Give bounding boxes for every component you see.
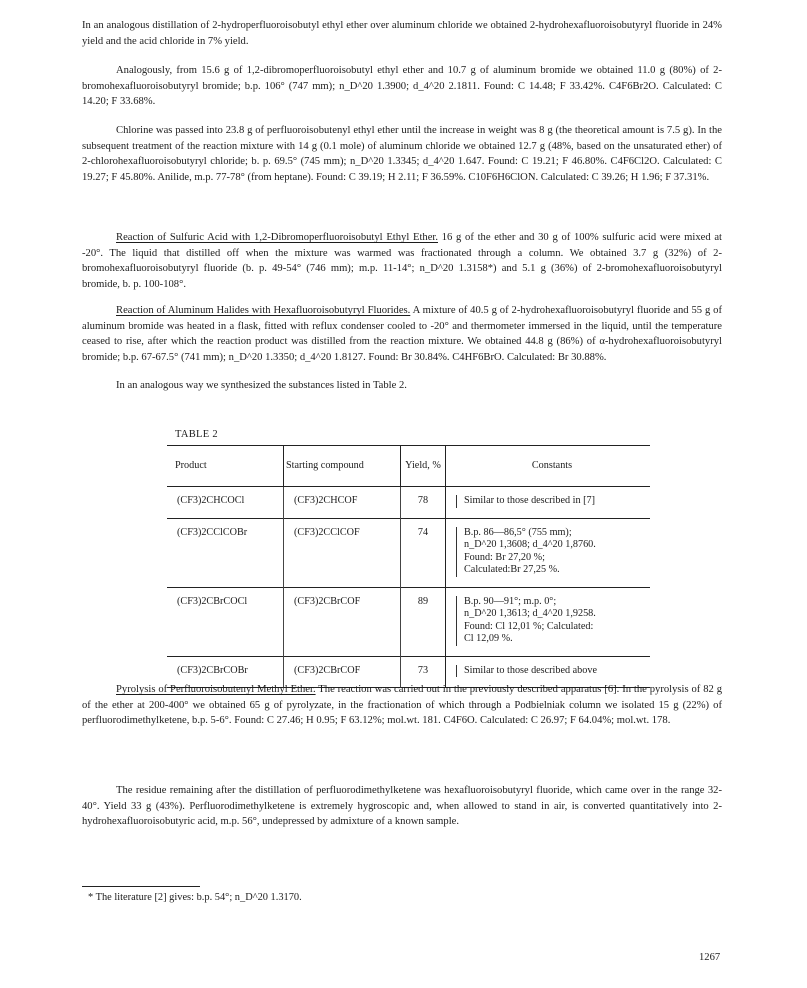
product-cell: (CF3)2CBrCOBr	[167, 656, 284, 688]
paragraph-sulfuric-acid	[82, 230, 722, 292]
starting-compound-cell: (CF3)2CBrCOF	[284, 656, 401, 688]
table-2	[167, 445, 650, 688]
product-cell: (CF3)2CBrCOCl	[167, 587, 284, 656]
constants-line: Cl 12,09 %.	[464, 633, 513, 644]
table-caption: TABLE 2	[175, 429, 218, 440]
table-header-row	[167, 446, 650, 487]
constants-line: B.p. 86—86,5° (755 mm);	[464, 526, 572, 538]
paragraph-text: In an analogous distillation of 2-hydroperfluoroisobutyl ethyl ether over aluminum chloride we obtained 2-hydrohexafluoroisobutyryl fluoride in 24% yield and the acid chloride in 7% yield.	[82, 20, 722, 47]
yield-cell: 73	[401, 656, 446, 688]
yield-cell: 74	[401, 518, 446, 587]
paragraph-hydro-distillation	[82, 18, 722, 49]
starting-compound-cell: (CF3)2CBrCOF	[284, 587, 401, 656]
paragraph-chlorination	[82, 123, 722, 185]
product-cell: (CF3)2CClCOBr	[167, 518, 284, 587]
starting-compound-cell: (CF3)2CHCOF	[284, 487, 401, 519]
paragraph-text: In an analogous way we synthesized the substances listed in Table 2.	[116, 380, 407, 391]
constants-line: Found: Cl 12,01 %; Calculated:	[464, 620, 594, 632]
column-header-yield: Yield, %	[401, 446, 446, 487]
table-row	[167, 487, 650, 519]
paragraph-text: Analogously, from 15.6 g of 1,2-dibromoperfluoroisobutyl ethyl ether and 10.7 g of aluminum bromide we obtained 11.0 g (80%) of 2-bromohexafluoroisobutyryl bromide; b.p. 106° (747 mm); n_D^20 1.3900; d_4^20 2.1811. Found: C 14.48; F 33.42%. C4F6Br2O. Calculated: C 14.20; F 33.68%.	[82, 65, 722, 108]
footnote: * The literature [2] gives: b.p. 54°; n_D^20 1.3170.	[88, 892, 302, 903]
paragraph-text: Reaction of Sulfuric Acid with 1,2-Dibromoperfluoroisobutyl Ethyl Ether. 16 g of the ether and 30 g of 100% sulfuric acid were mixed at -20°. The liquid that distilled off when the mixture was warmed was fractionated through a column. We obtained 3.7 g (32%) of 2-bromohexafluoroisobutyryl fluoride (b. p. 49-54° (746 mm); m.p. 11-14°; n_D^20 1.3158*) and 5.1 g (36%) of 2-bromohexafluoroisobutyryl bromide, b. p. 100-108°.	[82, 232, 722, 290]
paragraph-text: The residue remaining after the distillation of perfluorodimethylketene was hexafluoroisobutyryl fluoride, which came over in the range 32-40°. Yield 33 g (43%). Perfluorodimethylketene is extremely hygroscopic and, when allowed to stand in air, is converted quantitatively into 2-hydrohexafluoroisobutyric acid, m.p. 56°, undepressed by admixture of a known sample.	[82, 785, 722, 828]
yield-cell: 78	[401, 487, 446, 519]
paragraph-dibromo-bromide	[82, 63, 722, 110]
constants-line: n_D^20 1,3613; d_4^20 1,9258.	[464, 608, 596, 619]
constants-line: n_D^20 1,3608; d_4^20 1,8760.	[464, 539, 596, 550]
paragraph-aluminum-halides	[82, 303, 722, 365]
table-row	[167, 587, 650, 656]
constants-line: Similar to those described in [7]	[464, 495, 595, 506]
footnote-divider	[82, 886, 200, 887]
paragraph-residue	[82, 783, 722, 830]
constants-cell	[446, 518, 651, 587]
yield-cell: 89	[401, 587, 446, 656]
column-header-constants: Constants	[446, 446, 651, 487]
column-header-product: Product	[167, 446, 284, 487]
constants-cell	[446, 587, 651, 656]
constants-cell	[446, 487, 651, 519]
constants-line: Similar to those described above	[464, 664, 597, 676]
data-table	[167, 445, 650, 688]
column-header-starting-compound: Starting compound	[284, 446, 401, 487]
paragraph-text: Pyrolysis of Perfluoroisobutenyl Methyl Ether. The reaction was carried out in the previously described apparatus [6]. In the pyrolysis of 82 g of the ether at 200-400° we obtained 65 g of pyrolyzate, in the fractionation of which through a Podbielniak column we isolated 15 g (22%) of perfluorodimethylketene, b.p. 5-6°. Found: C 27.46; H 0.95; F 63.12%; mol.wt. 181. C4F6O. Calculated: C 26.97; F 64.04%; mol.wt. 178.	[82, 684, 722, 727]
paragraph-text: Reaction of Aluminum Halides with Hexafluoroisobutyryl Fluorides. A mixture of 40.5 g of 2-hydrohexafluoroisobutyryl fluoride and 55 g of aluminum bromide was heated in a flask, fitted with reflux condenser cooled to -20° and thermometer immersed in the liquid, until the temperature ceased to rise, after which the reaction product was distilled from the reaction mixture. We obtained 44.8 g (86%) of α-hydrohexafluoroisobutyryl bromide; b.p. 67-67.5° (741 mm); n_D^20 1.3350; d_4^20 1.8127. Found: Br 30.84%. C4HF6BrO. Calculated: Br 30.88%.	[82, 305, 722, 363]
paragraph-analogous-synthesis	[82, 378, 722, 394]
paragraph-pyrolysis	[82, 682, 722, 729]
product-cell: (CF3)2CHCOCl	[177, 495, 245, 506]
constants-line: B.p. 90—91°; m.p. 0°;	[464, 595, 557, 607]
paragraph-text: Chlorine was passed into 23.8 g of perfluoroisobutenyl ethyl ether until the increase in weight was 8 g (the theoretical amount is 7.5 g). In the subsequent treatment of the reaction mixture with 14 g (0.1 mole) of aluminum chloride we obtained 12.7 g (48%, based on the unsaturated ether) of 2-chlorohexafluoroisobutyryl chloride; b. p. 69.5° (745 mm); n_D^20 1.3345; d_4^20 1.647. Found: C 19.21; F 46.80%. C4F6Cl2O. Calculated: C 19.27; F 45.80%. Anilide, m.p. 77-78° (from heptane). Found: C 39.19; H 2.11; F 36.59%. C10F6H6ClON. Calculated: C 39.26; H 1.96; F 37.31%.	[82, 125, 722, 183]
page-number: 1267	[699, 952, 721, 963]
constants-line: Found: Br 27,20 %;	[464, 551, 545, 563]
starting-compound-cell: (CF3)2CClCOF	[284, 518, 401, 587]
constants-line: Calculated:Br 27,25 %.	[464, 564, 560, 575]
table-row	[167, 518, 650, 587]
